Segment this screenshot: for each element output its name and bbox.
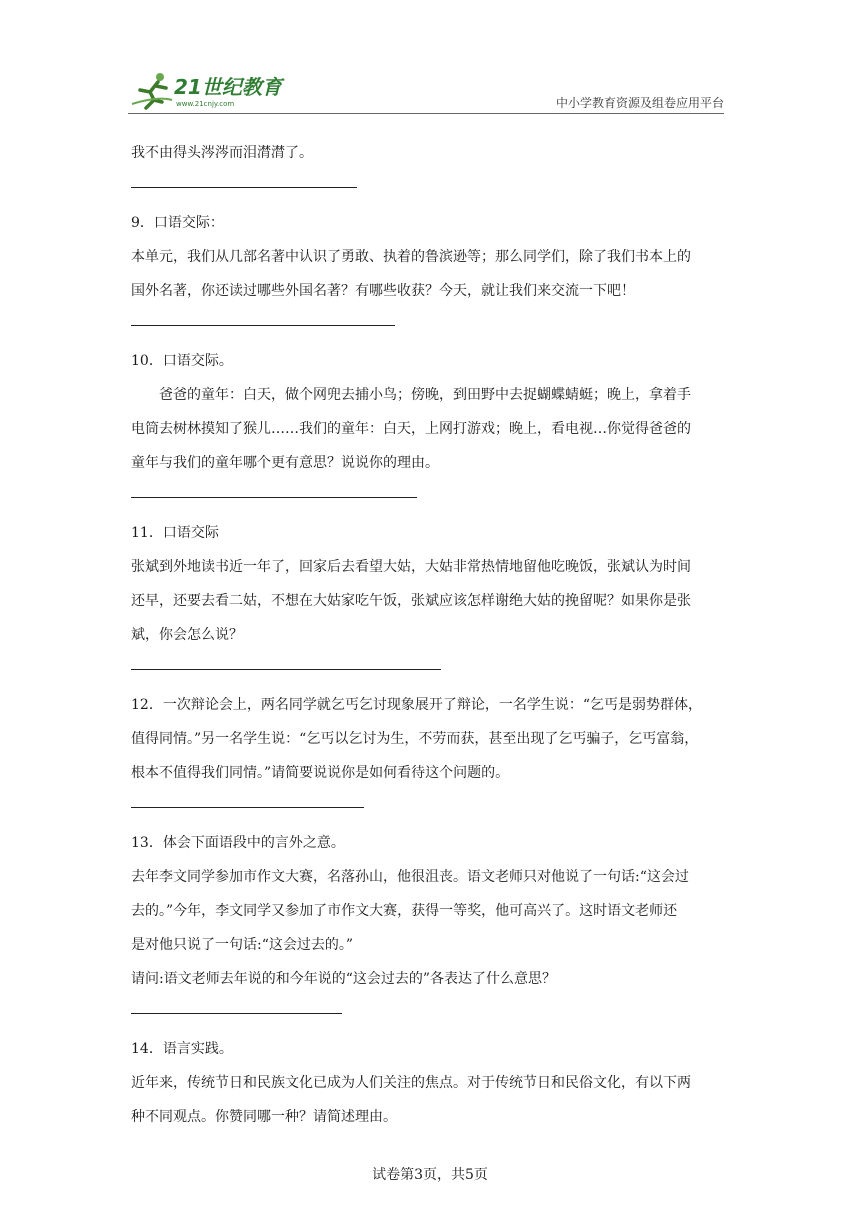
question-11-text: 斌，你会怎么说？: [131, 627, 243, 643]
question-13-text: 是对他只说了一句话:“这会过去的。”: [131, 937, 354, 953]
logo-text: 21世纪教育: [174, 75, 282, 99]
answer-line: [131, 325, 395, 326]
platform-name: 中小学教育资源及组卷应用平台: [555, 96, 724, 110]
question-9-text: 国外名著，你还读过哪些外国名著？有哪些收获？今天，就让我们来交流一下吧！: [131, 283, 635, 299]
question-10-text: 童年与我们的童年哪个更有意思？说说你的理由。: [131, 455, 439, 471]
question-10-text: 爸爸的童年：白天，做个网兜去捕小鸟；傍晚，到田野中去捉蝴蝶蜻蜓；晚上，拿着手: [159, 387, 691, 403]
question-9-text: 本单元，我们从几部名著中认识了勇敢、执着的鲁滨逊等；那么同学们，除了我们书本上的: [131, 249, 691, 265]
answer-line: [131, 187, 357, 188]
question-9-title: 9．口语交际：: [131, 215, 224, 231]
answer-line: [131, 669, 441, 670]
question-11-title: 11．口语交际: [131, 525, 219, 541]
answer-line: [131, 497, 417, 498]
exam-content: [131, 136, 731, 1134]
question-13-text: 去年李文同学参加市作文大赛，名落孙山，他很沮丧。语文老师只对他说了一句话:“这会过: [131, 869, 689, 885]
question-12-text: 值得同情。”另一名学生说：“乞丐以乞讨为生，不劳而获，甚至出现了乞丐骗子，乞丐富翁，: [131, 731, 699, 747]
question-13-title: 13．体会下面语段中的言外之意。: [131, 835, 345, 851]
carryover-line: 我不由得头涔涔而泪潸潸了。: [131, 145, 313, 161]
question-13-text: 请问:语文老师去年说的和今年说的“这会过去的”各表达了什么意思？: [131, 971, 557, 987]
header-rule: [128, 113, 724, 114]
question-14-text: 近年来，传统节日和民族文化已成为人们关注的焦点。对于传统节日和民俗文化，有以下两: [131, 1075, 691, 1091]
question-11-text: 张斌到外地读书近一年了，回家后去看望大姑，大姑非常热情地留他吃晚饭，张斌认为时间: [131, 559, 691, 575]
question-10-title: 10．口语交际。: [131, 353, 233, 369]
page-footer: 试卷第3页，共5页: [372, 1167, 488, 1183]
logo-url: www.21cnjy.com: [176, 100, 235, 108]
answer-line: [131, 1013, 342, 1014]
question-14-text: 种不同观点。你赞同哪一种？请简述理由。: [131, 1109, 397, 1125]
logo: [128, 70, 298, 110]
question-14-title: 14．语言实践。: [131, 1041, 233, 1057]
runner-icon: [132, 73, 172, 108]
question-13-text: 去的。”今年，李文同学又参加了市作文大赛，获得一等奖，他可高兴了。这时语文老师还: [131, 903, 678, 919]
question-12-title: 12．一次辩论会上，两名同学就乞丐乞讨现象展开了辩论，一名学生说：“乞丐是弱势群体，: [131, 697, 702, 713]
page-header: [128, 66, 724, 112]
question-10-text: 电筒去树林摸知了猴儿……我们的童年：白天，上网打游戏；晚上，看电视…你觉得爸爸的: [131, 421, 691, 437]
question-11-text: 还早，还要去看二姑，不想在大姑家吃午饭，张斌应该怎样谢绝大姑的挽留呢？如果你是张: [131, 593, 691, 609]
question-12-text: 根本不值得我们同情。”请简要说说你是如何看待这个问题的。: [131, 765, 510, 781]
answer-line: [131, 807, 364, 808]
